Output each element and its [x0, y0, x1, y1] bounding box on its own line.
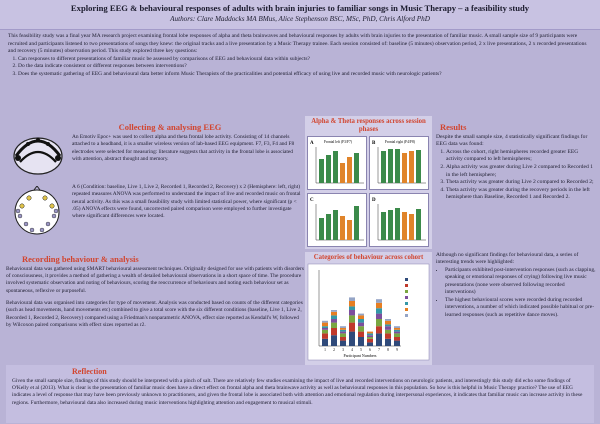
chart-a-svg [308, 137, 366, 189]
category-bar-segment [331, 319, 337, 323]
category-bar-segment [331, 310, 337, 312]
category-tick-label: 6 [369, 348, 371, 353]
electrode-map-icon [12, 186, 62, 236]
category-tick-label: 5 [360, 348, 362, 353]
behaviour-results-item: • Participants exhibited post-intervention responses (such as clapping, speaking or emotional responses of crying) following live music presentations (none were observed following recorded interventions) [445, 267, 596, 297]
categories-title: Categories of behaviour across cohort [313, 254, 424, 261]
panel-title: Frontal right (F4/F8) [385, 140, 415, 144]
category-bar-segment [385, 325, 391, 327]
category-bar-segment [331, 323, 337, 328]
research-questions [18, 56, 592, 79]
category-bar-segment [367, 334, 373, 336]
chart-panel-a [307, 136, 367, 190]
category-bar-segment [322, 339, 328, 346]
panel-label: A [310, 141, 314, 146]
category-bar-segment [322, 326, 328, 328]
category-bar-segment [376, 326, 382, 333]
category-bar-segment [367, 335, 373, 337]
category-bar-segment [358, 337, 364, 346]
category-bar-segment [349, 298, 355, 302]
category-tick-label: 2 [333, 348, 335, 353]
category-bar-segment [340, 326, 346, 328]
categories-svg [305, 262, 432, 362]
panel-label: B [372, 141, 376, 146]
recording-paragraph-1: Behavioural data was gathered using SMART behavioural assessment techniques. Originally designed for use with patients with disorders of consciousness, it provides a method of gathering a wealth of detailed behavioural observations in a short space of time. The procedure involved systematic observation and noting of behaviours, scoring the reoccurrence of behaviours and noting each behaviour set as spontaneous, reflexive or purposeful. [6, 265, 304, 294]
results-item: 1. Across the cohort, right hemispheres recorded greater EEG activity compared to left hemispheres; [446, 149, 596, 164]
chart-d-svg [370, 194, 428, 246]
category-bar-segment [331, 335, 337, 346]
category-bar-segment [376, 314, 382, 319]
category-bar-segment [322, 330, 328, 334]
category-bar-segment [367, 343, 373, 347]
reflection-title: Reflection [72, 367, 107, 376]
question-item: 3. Does the systematic gathering of EEG and behavioural data better inform Music Therapists of the practicalities and potential efficacy of using live and recorded music with neurologic patients? [18, 71, 592, 79]
category-tick-label: 8 [387, 348, 389, 353]
question-item: 1. Can responses to different presentations of familiar music be assessed by comparisons of EEG and behavioural data within subjects? [18, 56, 592, 64]
category-bar-segment [322, 328, 328, 330]
category-bar-segment [385, 321, 391, 325]
category-bar-segment [358, 319, 364, 323]
category-bar-segment [358, 316, 364, 320]
category-bar-segment [376, 319, 382, 326]
category-tick-label: 3 [342, 348, 344, 353]
charts-title: Alpha & Theta responses across session phases [311, 118, 426, 133]
reflection-text: Given the small sample size, findings of this study should be interpreted with a pinch of salt. There are relatively few studies examining the impact of live and recorded interventions on neurologic patients, and interestingly this study did echo some findings of O'Kelly et al (2013). What is clear is the presentation of familiar music does have a direct effect on frontal alpha and theta brainwave activity as well as behavioural responses in this population. So how is this helpful in Music Therapy practice? The use of EEG indicates a level of response that may have been previously unknown to practitioners, and given the frontal lobe is associated both with attention and emotional regulation during interpersonal experiences, it indicates that familiar music can increase activity in these regions. Furthermore, behavioural data also increased during music interventions highlighting attention and engagement to musical stimuli. [12, 377, 583, 406]
category-bar-segment [385, 334, 391, 339]
category-bar-segment [349, 332, 355, 346]
collecting-title: Collecting & analysing EEG [118, 122, 222, 132]
poster-title: Exploring EEG & behavioural responses of adults with brain injuries to familiar songs in Music Therapy – a feasibility study [70, 3, 530, 13]
category-bar-segment [385, 339, 391, 346]
category-bar-segment [349, 310, 355, 315]
panel-title: Frontal left (F3/F7) [324, 140, 352, 144]
category-bar-segment [358, 326, 364, 331]
chart-c-svg [308, 194, 366, 246]
intro-text: This feasibility study was a final year MA research project examining frontal lobe responses of alpha and theta brainwaves and behavioural responses by adults with brain injuries to the presentation of familiar music. A small sample size of 9 participants were recruited and participants listened to two presentations of songs they knew: the original tracks and a live presentation by a Music Therapy trainee. Each session consisted of: baseline (5 minutes) observation period, 2 x live presentations, 2 x recorded presentations and recovery (5 minutes) observation period. This study explored three key questions: [8, 33, 587, 55]
behaviour-results-list [445, 267, 596, 319]
poster-header [0, 0, 600, 30]
panel-label: C [310, 198, 314, 203]
eeg-headset-icon [6, 132, 70, 178]
category-bar-segment [394, 330, 400, 332]
category-bar-segment [394, 332, 400, 334]
chart-panel-d [369, 193, 429, 247]
recording-title: Recording behaviour & analysis [22, 254, 139, 264]
recording-section [6, 254, 304, 364]
category-bar-segment [349, 323, 355, 332]
category-bar-segment [358, 323, 364, 327]
category-bar-segment [367, 339, 373, 343]
category-bar-segment [331, 312, 337, 316]
alpha-theta-charts [305, 116, 432, 249]
category-bar-segment [331, 328, 337, 335]
category-bar-segment [394, 328, 400, 330]
category-bar-segment [394, 326, 400, 328]
category-tick-label: 9 [396, 348, 398, 353]
category-bar-segment [340, 341, 346, 346]
category-bar-segment [358, 314, 364, 316]
category-bar-segment [340, 332, 346, 334]
behaviour-results-section [436, 252, 596, 367]
categories-xlabel: Participant Numbers [343, 353, 377, 359]
category-bar-segment [331, 316, 337, 320]
chart-panel-c [307, 193, 367, 247]
category-tick-label: 1 [324, 348, 326, 353]
category-bar-segment [349, 307, 355, 311]
category-bar-segment [385, 326, 391, 330]
question-item: 2. Do the data indicate consistent or different responses between interventions? [18, 63, 592, 71]
categories-chart [305, 252, 432, 365]
results-title: Results [440, 122, 467, 132]
category-bar-segment [385, 330, 391, 334]
results-item: 3. Theta activity was greater during Live 2 compared to Recorded 2; [446, 179, 596, 187]
collecting-paragraph-1: An Emotiv Epoc+ was used to collect alpha and theta frontal lobe activity. Consisting of 14 channels attached to a headband, it is a smaller wireless version of lab-based EEG equipment. F7, F3, F4 and F8 electrodes were selected for measuring: literature suggests that activity in the frontal lobe is associated with attention, abstract thought and memory. [72, 134, 295, 163]
category-bar-segment [376, 334, 382, 347]
category-bar-segment [322, 323, 328, 327]
behaviour-results-lead: Although no significant findings for behavioural data, a series of interesting trends were highlighted: [436, 252, 579, 266]
category-bar-segment [394, 341, 400, 346]
category-bar-segment [322, 334, 328, 339]
category-bar-segment [349, 301, 355, 306]
category-bar-segment [349, 316, 355, 323]
reflection-section [6, 365, 594, 423]
recording-paragraph-2: Behavioural data was organised into categories for type of movement. Analysis was conducted based on counts of the different categories (such as head movements, hand movements etc) combined to give a total score with the six different conditions (baseline, Live 1, Live 2, Recorded 1, Recorded 2, Recovery) compared using a Friedman's nonparametric ANOVA, effect size reported as Kendall's W, followed by Wilcoxon paired comparisons with effect sizes reported as r2. [6, 299, 303, 328]
results-lead: Despite the small sample size, 4 statistically significant findings for EEG data was found: [436, 133, 588, 148]
results-list [446, 149, 596, 202]
category-bar-segment [394, 337, 400, 341]
category-bar-segment [376, 303, 382, 308]
category-bar-segment [340, 334, 346, 338]
category-bar-segment [385, 319, 391, 321]
category-bar-segment [367, 337, 373, 339]
chart-b-svg [370, 137, 428, 189]
poster-authors: Authors: Clare Maddocks MA BMus, Alice Stephenson BSC, MSc, PhD, Chris Alford PhD [170, 15, 430, 23]
category-bar-segment [367, 332, 373, 334]
category-bar-segment [340, 328, 346, 330]
behaviour-results-item: • The highest behavioural scores were recorded during recorded interventions, a number of which indicated possible habitual or pre-learned responses (such as repetitive dance moves). [445, 297, 596, 319]
category-bar-segment [358, 332, 364, 337]
category-bar-segment [394, 334, 400, 338]
category-bar-segment [322, 321, 328, 323]
collecting-section [6, 122, 304, 250]
results-item: 2. Alpha activity was greater during Live 2 compared to Recorded 1 in the left hemisphere; [446, 164, 596, 179]
category-bar-segment [376, 299, 382, 303]
panel-label: D [372, 198, 376, 203]
results-section [436, 122, 596, 252]
category-bar-segment [376, 308, 382, 313]
collecting-paragraph-2: A 6 (Condition: baseline, Live 1, Live 2, Recorded 1, Recorded 2, Recovery) x 2 (Hemisphere: left, right) repeated measures ANOVA was performed to understand the impact of live and recorded music on frontal neural activity. As this was a small feasibility study with limited statistical power, where significant (p < .05) ANOVA effects were found, uncorrected paired comparison were employed to further investigate where significant differences were located. [72, 184, 301, 220]
category-bar-segment [340, 337, 346, 341]
category-tick-label: 7 [378, 348, 380, 353]
chart-panel-b [369, 136, 429, 190]
category-bar-segment [340, 330, 346, 332]
results-item: 4. Theta activity was greater during the recovery periods in the left hemisphere than Baseline, Recorded 1 and Recorded 2. [446, 187, 596, 202]
category-tick-label: 4 [351, 348, 353, 353]
intro-section [8, 33, 592, 116]
